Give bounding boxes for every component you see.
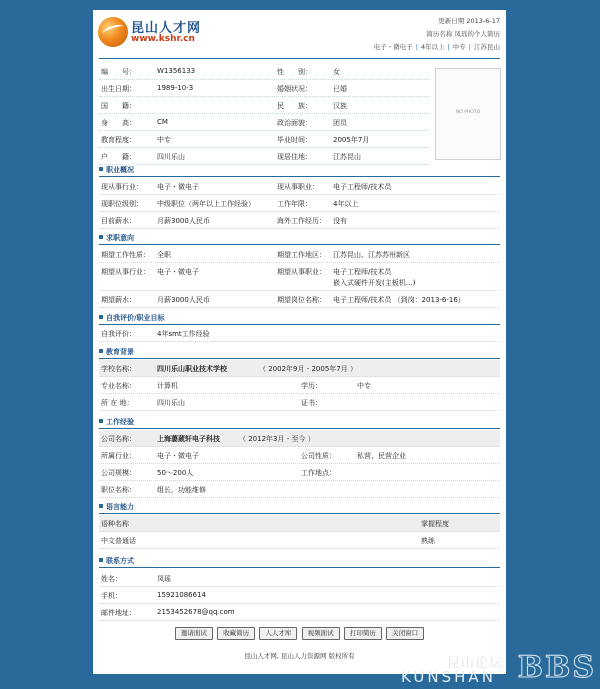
info-value: 月薪3000人民币 <box>157 217 210 225</box>
section-square-icon <box>99 558 103 562</box>
resume-header <box>93 10 506 56</box>
info-row <box>99 63 429 80</box>
resume-page <box>93 10 506 674</box>
site-logo[interactable] <box>98 15 218 49</box>
tag-industry: 电子・微电子 <box>373 43 413 51</box>
resume-name: 凤瑶的个人简历 <box>454 30 500 38</box>
save-resume-button[interactable]: 收藏简历 <box>217 627 255 640</box>
info-label: 姓名： <box>101 575 122 583</box>
info-value: CM <box>157 118 168 126</box>
company-name: 上海萋葳轩电子科技 <box>157 435 220 443</box>
info-row <box>99 212 500 229</box>
info-value: 电子工程师/技术员 （到岗：2013-6-16） <box>333 296 465 304</box>
company-row <box>99 430 500 447</box>
column-header: 掌握程度 <box>421 520 449 528</box>
intent-grid <box>99 246 500 308</box>
info-label: 职位名称： <box>101 486 136 494</box>
update-date: 2013-6-17 <box>466 17 500 25</box>
section-title: 职业概况 <box>106 166 134 174</box>
info-label: 出生日期： <box>101 85 136 93</box>
profile-photo <box>435 68 501 160</box>
info-label: 海外工作经历： <box>277 217 326 225</box>
info-label: 期望工作地区： <box>277 251 326 259</box>
info-row <box>99 587 500 604</box>
no-photo-text: NO PHOTO <box>455 110 481 115</box>
section-career <box>99 164 500 177</box>
info-value: 电子・微电子 <box>157 268 199 276</box>
contact-grid <box>99 570 500 621</box>
education-grid <box>99 360 500 411</box>
close-window-button[interactable]: 关闭窗口 <box>386 627 424 640</box>
info-label: 所 在 地： <box>101 399 134 407</box>
info-label: 期望薪水： <box>101 296 136 304</box>
section-square-icon <box>99 419 103 423</box>
info-value: 电子・微电子 <box>157 452 199 460</box>
action-buttons <box>93 627 506 640</box>
info-label: 证书： <box>301 399 322 407</box>
info-row <box>99 263 500 291</box>
logo-url: www.kshr.cn <box>131 34 195 44</box>
info-value: 组长，功能维修 <box>157 486 206 494</box>
contact-name: 凤瑶 <box>157 575 171 583</box>
contact-email[interactable]: 2153452678@qq.com <box>157 608 235 616</box>
info-label: 工作年限： <box>277 200 312 208</box>
section-contact <box>99 555 500 568</box>
info-value: 中级职位（两年以上工作经验） <box>157 200 255 208</box>
info-row <box>99 377 500 394</box>
section-square-icon <box>99 504 103 508</box>
school-name: 四川乐山职业技术学校 <box>157 365 227 373</box>
section-self-eval <box>99 312 500 325</box>
info-row <box>99 394 500 411</box>
section-title: 求职意向 <box>106 234 134 242</box>
info-label: 公司性质： <box>301 452 336 460</box>
info-value: 嵌入式硬件开发(主板机…) <box>333 279 416 287</box>
header-divider <box>99 58 500 59</box>
info-value: 电子・微电子 <box>157 183 199 191</box>
info-label: 所属行业： <box>101 452 136 460</box>
info-label: 现从事行业： <box>101 183 143 191</box>
info-value: 月薪3000人民币 <box>157 296 210 304</box>
info-row <box>99 447 500 464</box>
info-label: 性 别： <box>277 68 312 76</box>
column-header: 语种名称 <box>101 520 129 528</box>
section-title: 联系方式 <box>106 557 134 565</box>
language-grid <box>99 515 500 549</box>
info-value: 电子工程师/技术员 <box>333 183 392 191</box>
info-label: 学校名称： <box>101 365 136 373</box>
forum-watermark <box>401 650 596 686</box>
language-name: 中文普通话 <box>101 537 136 545</box>
add-to-talent-pool-button[interactable]: 人人才库 <box>259 627 297 640</box>
school-row <box>99 360 500 377</box>
video-interview-button[interactable]: 视频面试 <box>302 627 340 640</box>
info-value: W1356133 <box>157 67 196 75</box>
info-label: 手机： <box>101 592 122 600</box>
info-label: 现职位级别： <box>101 200 143 208</box>
watermark-cn: 昆山论坛 <box>447 656 504 671</box>
work-grid <box>99 430 500 498</box>
resume-name-label: 简历名称 <box>426 30 453 38</box>
print-resume-button[interactable]: 打印简历 <box>344 627 382 640</box>
info-row <box>99 464 500 481</box>
info-row <box>99 481 500 498</box>
info-row <box>99 246 500 263</box>
section-title: 工作经验 <box>106 418 134 426</box>
info-row <box>99 114 429 131</box>
info-value: 四川乐山 <box>157 153 185 161</box>
tag-education: 中专 <box>452 43 466 51</box>
info-label: 现居住地： <box>277 153 312 161</box>
logo-text: 昆山人才网 <box>131 21 202 36</box>
info-value: 中专 <box>357 382 371 390</box>
globe-logo-icon <box>98 17 128 47</box>
header-meta: 更新日期 2013-6-17 简历名称 凤瑶的个人简历 电子・微电子 | 4年以上 | 中专 | 江苏昆山 <box>373 17 500 51</box>
self-eval-grid <box>99 325 500 342</box>
copyright-footer: 昆山人才网, 昆山人力资源网 版权所有 <box>244 652 355 660</box>
info-value: 女 <box>333 68 340 76</box>
info-row <box>99 131 429 148</box>
info-label: 户 籍： <box>101 153 136 161</box>
info-label: 编 号： <box>101 68 136 76</box>
info-label: 期望岗位名称： <box>277 296 326 304</box>
language-row <box>99 532 500 549</box>
info-row <box>99 604 500 621</box>
section-education <box>99 346 500 359</box>
info-value: 计算机 <box>157 382 178 390</box>
info-label: 期望工作性质： <box>101 251 150 259</box>
info-label: 学历： <box>301 382 322 390</box>
info-label: 自我评价： <box>101 330 136 338</box>
info-value: 汉族 <box>333 102 347 110</box>
watermark-en: KUNSHAN <box>401 668 496 686</box>
info-label: 教育程度： <box>101 136 136 144</box>
info-row <box>99 80 429 97</box>
section-title: 自我评价/职业目标 <box>106 314 165 322</box>
info-value: 1989-10-3 <box>157 84 194 92</box>
info-label: 邮件地址： <box>101 609 136 617</box>
info-row <box>99 570 500 587</box>
info-label: 期望从事职业： <box>277 268 326 276</box>
info-value: 中专 <box>157 136 171 144</box>
info-label: 工作地点： <box>301 469 336 477</box>
section-square-icon <box>99 235 103 239</box>
info-value: 四川乐山 <box>157 399 185 407</box>
info-label: 政治面貌： <box>277 119 312 127</box>
info-row <box>99 178 500 195</box>
info-row <box>99 148 429 165</box>
section-square-icon <box>99 349 103 353</box>
section-work <box>99 416 500 429</box>
section-title: 语言能力 <box>106 503 134 511</box>
info-row <box>99 97 429 114</box>
update-label: 更新日期 <box>438 17 465 25</box>
basic-info <box>99 63 429 165</box>
company-period: （ 2012年3月 - 至今 ） <box>239 435 315 443</box>
info-value: 私营、民营企业 <box>357 452 406 460</box>
info-label: 公司名称： <box>101 435 136 443</box>
info-label: 民 族： <box>277 102 312 110</box>
school-period: （ 2002年9月 - 2005年7月 ） <box>259 365 357 373</box>
section-intent <box>99 232 500 245</box>
section-title: 教育背景 <box>106 348 134 356</box>
info-label: 期望从事行业： <box>101 268 150 276</box>
info-label: 公司规模： <box>101 469 136 477</box>
info-value: 没有 <box>333 217 347 225</box>
language-level: 熟练 <box>421 537 435 545</box>
info-value: 电子工程师/技术员 <box>333 268 392 276</box>
section-square-icon <box>99 167 103 171</box>
info-row <box>99 195 500 212</box>
invite-interview-button[interactable]: 邀请面试 <box>175 627 213 640</box>
section-language <box>99 501 500 514</box>
info-label: 专业名称： <box>101 382 136 390</box>
language-header-row <box>99 515 500 532</box>
info-label: 现从事职业： <box>277 183 319 191</box>
info-value: 江苏昆山、江苏苏州新区 <box>333 251 410 259</box>
info-label: 国 籍： <box>101 102 136 110</box>
info-value: 4年以上 <box>333 200 359 208</box>
career-grid <box>99 178 500 229</box>
info-label: 身 高： <box>101 119 136 127</box>
info-label: 毕业时间： <box>277 136 312 144</box>
info-value: 团员 <box>333 119 347 127</box>
section-square-icon <box>99 315 103 319</box>
tag-experience: 4年以上 <box>420 43 445 51</box>
info-value: 4年smt工作经验 <box>157 330 210 338</box>
info-value: 2005年7月 <box>333 136 370 144</box>
watermark-bbs: BBS <box>517 650 596 685</box>
info-value: 江苏昆山 <box>333 153 361 161</box>
info-row <box>99 325 500 342</box>
contact-phone: 15921086614 <box>157 591 206 599</box>
info-value: 已婚 <box>333 85 347 93</box>
info-label: 目前薪水： <box>101 217 136 225</box>
info-label: 婚姻状况： <box>277 85 312 93</box>
info-value: 全职 <box>157 251 171 259</box>
tag-location: 江苏昆山 <box>474 43 500 51</box>
info-value: 50～200人 <box>157 469 194 477</box>
info-row <box>99 291 500 308</box>
